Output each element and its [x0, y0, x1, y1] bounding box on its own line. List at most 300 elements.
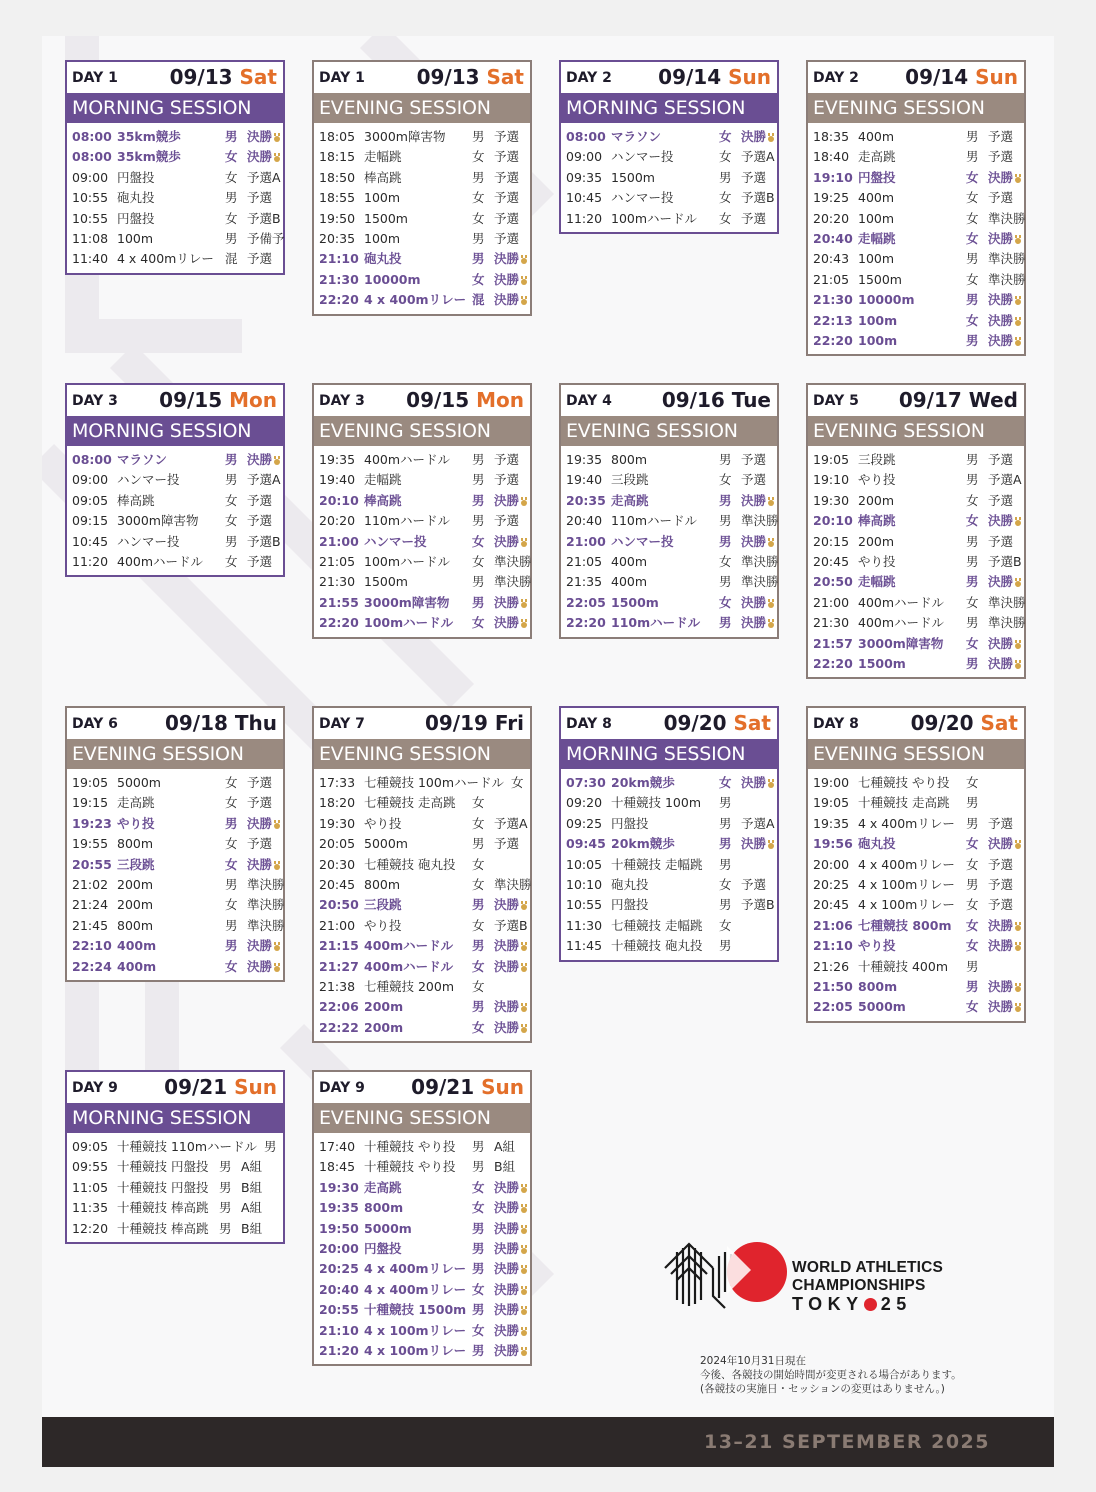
event-row — [67, 229, 283, 249]
event-row — [808, 654, 1024, 674]
event-gender: 男 — [225, 472, 238, 488]
event-time: 22:24 — [72, 958, 112, 974]
event-row — [314, 1157, 530, 1177]
event-gender: 男 — [472, 452, 485, 467]
event-gender: 女 — [225, 775, 238, 790]
round-label: 予選 — [988, 149, 1014, 165]
event-round — [741, 127, 775, 147]
footer-bar — [42, 1417, 1054, 1467]
round-label: 決勝 — [247, 815, 273, 831]
event-gender: 女 — [472, 615, 485, 631]
event-name: 400mハードル — [364, 958, 454, 974]
event-name: 十種競技 走高跳 — [858, 795, 950, 811]
event-gender: 男 — [225, 190, 238, 206]
event-gender: 女 — [966, 230, 979, 246]
event-gender: 女 — [225, 795, 238, 811]
event-row — [314, 814, 530, 834]
event-round — [247, 957, 281, 977]
event-round — [241, 1178, 262, 1198]
session-title: MORNING SESSION — [67, 93, 283, 123]
event-row — [808, 127, 1024, 147]
date-label — [662, 387, 771, 413]
round-label: 決勝 — [494, 1261, 520, 1277]
event-row — [314, 1259, 530, 1279]
event-name: 七種競技 走高跳 — [364, 795, 456, 811]
round-label: B組 — [241, 1220, 263, 1236]
event-name: 400mハードル — [364, 938, 454, 954]
medal-icon — [520, 599, 528, 608]
date-number: 09/15 — [406, 388, 470, 412]
event-time: 11:20 — [72, 553, 109, 569]
round-label: 予選 — [988, 856, 1014, 872]
event-name: 十種競技 100m — [611, 795, 702, 811]
event-time: 21:15 — [319, 938, 359, 954]
event-time: 20:45 — [813, 897, 850, 913]
event-name: 400m — [611, 574, 648, 590]
medal-icon — [1014, 983, 1022, 992]
medal-icon — [273, 942, 281, 951]
event-gender: 女 — [472, 917, 485, 933]
event-list — [561, 769, 777, 960]
round-label: 決勝 — [988, 978, 1014, 994]
event-gender: 男 — [472, 513, 485, 529]
event-row — [314, 1198, 530, 1218]
day-of-week: Sat — [733, 711, 771, 735]
event-name: 七種競技 100mハードル — [364, 775, 505, 790]
event-time: 08:00 — [566, 129, 606, 144]
event-time: 07:30 — [566, 775, 606, 790]
event-gender: 女 — [719, 472, 732, 488]
event-name: やり投 — [858, 472, 896, 488]
event-name: 十種競技 走幅跳 — [611, 856, 703, 872]
event-name: 200m — [117, 897, 154, 913]
round-label: 予選A — [741, 815, 775, 831]
event-row — [561, 793, 777, 813]
event-row — [808, 331, 1024, 351]
event-name: 4 x 100mリレー — [364, 1342, 467, 1358]
event-gender: 女 — [966, 492, 979, 508]
event-name: 3000m障害物 — [858, 635, 944, 651]
event-row — [67, 1137, 283, 1157]
event-gender: 女 — [966, 271, 979, 287]
event-gender: 女 — [472, 190, 485, 206]
event-time: 19:56 — [813, 836, 853, 852]
event-list — [67, 446, 283, 575]
date-label — [165, 710, 277, 736]
round-label: 準決勝 — [741, 513, 779, 529]
round-label: 決勝 — [988, 574, 1014, 590]
event-round — [988, 634, 1022, 654]
event-name: 400mハードル — [858, 594, 945, 610]
round-label: 決勝 — [494, 897, 520, 913]
event-name: 十種競技 やり投 — [364, 1159, 456, 1175]
medal-icon — [273, 820, 281, 829]
day-of-week: Fri — [494, 711, 524, 735]
event-round — [741, 814, 775, 834]
medal-icon — [273, 963, 281, 972]
event-round — [988, 311, 1022, 331]
round-label: 決勝 — [988, 999, 1014, 1015]
event-list — [808, 769, 1024, 1021]
event-gender: 女 — [719, 149, 732, 165]
round-label: 予選 — [494, 472, 520, 488]
day-of-week: Sun — [481, 1075, 524, 1099]
event-round — [247, 814, 281, 834]
date-label — [417, 64, 524, 90]
event-list — [67, 1133, 283, 1242]
event-name: やり投 — [364, 815, 402, 831]
event-name: 七種競技 砲丸投 — [364, 856, 456, 872]
event-round — [741, 470, 766, 490]
event-time: 21:20 — [319, 1342, 359, 1358]
event-round — [494, 1300, 528, 1320]
round-label: 決勝 — [247, 129, 273, 144]
event-time: 20:50 — [813, 574, 853, 590]
round-label: 決勝 — [494, 1281, 520, 1297]
day-label: DAY 9 — [319, 1080, 365, 1096]
round-label: 予選 — [741, 169, 767, 185]
event-name: 走高跳 — [117, 795, 155, 811]
event-name: 砲丸投 — [611, 876, 649, 892]
event-row — [67, 470, 283, 490]
round-label: 決勝 — [494, 1220, 520, 1236]
event-name: 10000m — [364, 271, 421, 287]
event-name: 400mハードル — [364, 452, 451, 467]
event-round — [494, 1157, 515, 1177]
event-time: 21:10 — [319, 1322, 359, 1338]
event-time: 21:05 — [566, 553, 603, 569]
medal-icon — [520, 901, 528, 910]
date-number: 09/20 — [663, 711, 727, 735]
date-label — [159, 387, 277, 413]
round-label: 予選B — [988, 553, 1022, 569]
event-gender: 女 — [472, 1322, 485, 1338]
event-list — [808, 446, 1024, 677]
round-label: 決勝 — [741, 594, 767, 610]
event-time: 20:05 — [319, 836, 356, 852]
medal-icon — [520, 1327, 528, 1336]
event-time: 10:55 — [72, 190, 109, 206]
event-row — [808, 491, 1024, 511]
event-gender: 女 — [719, 876, 732, 892]
event-row — [561, 511, 777, 531]
event-name: 十種競技 円盤投 — [117, 1179, 209, 1195]
event-name: 400m — [858, 129, 895, 144]
event-name: 1500m — [858, 271, 902, 287]
medal-icon — [767, 497, 775, 506]
event-time: 19:30 — [813, 492, 850, 508]
medal-icon — [1014, 942, 1022, 951]
event-round — [988, 532, 1013, 552]
round-label: 準決勝 — [988, 594, 1026, 610]
event-row — [808, 957, 1024, 977]
event-time: 09:00 — [566, 149, 603, 165]
event-row — [314, 613, 530, 633]
event-row — [67, 936, 283, 956]
event-name: 円盤投 — [117, 169, 155, 185]
medal-icon — [1014, 235, 1022, 244]
event-row — [314, 1239, 530, 1259]
round-label: 予選 — [988, 876, 1014, 892]
event-name: 800m — [117, 836, 154, 852]
event-round — [247, 147, 281, 167]
event-row — [314, 491, 530, 511]
note-line: 2024年10月31日現在 — [700, 1355, 806, 1367]
event-time: 21:35 — [566, 574, 603, 590]
session-card — [312, 60, 532, 316]
event-gender: 混 — [225, 251, 238, 267]
event-round — [247, 532, 281, 552]
event-round — [988, 552, 1022, 572]
event-gender: 女 — [472, 876, 485, 892]
round-label: 決勝 — [988, 635, 1014, 651]
event-round — [988, 977, 1022, 997]
event-time: 09:00 — [72, 472, 109, 488]
event-round — [494, 834, 519, 854]
medal-icon — [520, 942, 528, 951]
event-name: 走高跳 — [858, 149, 896, 165]
event-row — [314, 895, 530, 915]
event-time: 08:00 — [72, 149, 112, 165]
round-label: 予選 — [494, 169, 520, 185]
event-round — [247, 875, 285, 895]
event-row — [314, 977, 530, 997]
session-title: EVENING SESSION — [314, 416, 530, 446]
event-time: 21:05 — [813, 271, 850, 287]
event-name: 4 x 100mリレー — [858, 876, 955, 892]
medal-icon — [1014, 337, 1022, 346]
event-gender: 女 — [472, 1019, 485, 1035]
round-label: 予選 — [247, 795, 273, 811]
event-gender: 女 — [966, 190, 979, 206]
medal-icon — [767, 538, 775, 547]
event-row — [314, 209, 530, 229]
event-row — [67, 552, 283, 572]
event-row — [67, 814, 283, 834]
event-name: 5000m — [364, 836, 408, 852]
event-name: 20km競歩 — [611, 775, 675, 790]
event-name: 十種競技 400m — [858, 958, 949, 974]
event-round — [741, 188, 775, 208]
event-round — [988, 613, 1026, 633]
session-title: EVENING SESSION — [561, 416, 777, 446]
event-name: やり投 — [858, 938, 896, 954]
medal-icon — [520, 296, 528, 305]
event-name: 5000m — [117, 775, 161, 790]
event-row — [314, 470, 530, 490]
event-time: 19:05 — [813, 795, 850, 811]
event-time: 20:25 — [319, 1261, 359, 1277]
round-label: 予選 — [741, 452, 767, 467]
event-gender: 女 — [719, 190, 732, 206]
round-label: 決勝 — [988, 836, 1014, 852]
round-label: 予選A — [247, 169, 281, 185]
session-title: MORNING SESSION — [561, 93, 777, 123]
card-header — [561, 62, 777, 93]
event-round — [988, 249, 1026, 269]
event-name: 1500m — [611, 594, 659, 610]
event-gender: 男 — [966, 574, 979, 590]
event-gender: 女 — [225, 836, 238, 852]
event-row — [808, 936, 1024, 956]
round-label: 決勝 — [988, 655, 1014, 671]
event-time: 21:00 — [813, 594, 850, 610]
event-time: 10:45 — [72, 533, 109, 549]
event-name: 十種競技 110mハードル — [117, 1139, 258, 1154]
event-time: 21:55 — [319, 594, 359, 610]
event-name: 800m — [117, 917, 154, 933]
event-gender: 女 — [225, 169, 238, 185]
event-row — [67, 249, 283, 269]
event-round — [247, 450, 281, 470]
event-time: 22:20 — [566, 615, 606, 631]
event-round — [247, 511, 272, 531]
event-row — [314, 511, 530, 531]
event-gender: 男 — [264, 1139, 277, 1154]
event-name: 1500m — [364, 574, 408, 590]
event-row — [314, 1137, 530, 1157]
round-label: 決勝 — [494, 1240, 520, 1256]
event-row — [808, 450, 1024, 470]
event-round — [988, 491, 1013, 511]
event-time: 20:20 — [813, 210, 850, 226]
round-label: B組 — [494, 1159, 516, 1175]
event-round — [741, 532, 775, 552]
event-round — [494, 249, 528, 269]
round-label: 決勝 — [741, 533, 767, 549]
event-row — [314, 773, 530, 793]
event-round — [494, 511, 519, 531]
event-time: 09:20 — [566, 795, 603, 811]
session-title: EVENING SESSION — [808, 416, 1024, 446]
event-name: マラソン — [117, 452, 168, 467]
event-time: 09:05 — [72, 492, 109, 508]
event-time: 08:00 — [72, 452, 112, 467]
event-time: 09:15 — [72, 513, 109, 529]
event-time: 19:10 — [813, 169, 853, 185]
round-label: 決勝 — [741, 615, 767, 631]
day-label: DAY 1 — [319, 70, 365, 86]
round-label: A組 — [241, 1159, 263, 1175]
event-time: 10:10 — [566, 876, 603, 892]
event-name: 円盤投 — [364, 1240, 402, 1256]
session-title: MORNING SESSION — [67, 1103, 283, 1133]
event-row — [561, 895, 777, 915]
event-row — [314, 875, 530, 895]
event-round — [741, 895, 775, 915]
event-time: 20:35 — [566, 492, 606, 508]
event-time: 21:30 — [319, 574, 356, 590]
card-header — [67, 708, 283, 739]
event-gender: 男 — [225, 815, 238, 831]
event-time: 20:00 — [319, 1240, 359, 1256]
round-label: 予選B — [741, 897, 775, 913]
event-time: 20:40 — [813, 230, 853, 246]
session-title: MORNING SESSION — [561, 739, 777, 769]
date-number: 09/21 — [164, 1075, 228, 1099]
round-label: 予選 — [988, 190, 1014, 206]
event-gender: 男 — [225, 533, 238, 549]
event-row — [808, 916, 1024, 936]
event-time: 22:05 — [813, 999, 853, 1015]
session-card — [312, 706, 532, 1043]
event-row — [314, 1300, 530, 1320]
event-time: 18:45 — [319, 1159, 356, 1175]
session-title: EVENING SESSION — [67, 739, 283, 769]
round-label: 決勝 — [988, 938, 1014, 954]
event-row — [561, 209, 777, 229]
round-label: 予選B — [494, 917, 528, 933]
event-row — [67, 147, 283, 167]
medal-icon — [273, 456, 281, 465]
event-round — [988, 511, 1022, 531]
day-label: DAY 7 — [319, 716, 365, 732]
event-name: 200m — [858, 533, 895, 549]
medal-icon — [520, 1204, 528, 1213]
event-time: 21:10 — [813, 938, 853, 954]
logo-year-text: 25 — [880, 1294, 912, 1314]
event-time: 19:35 — [566, 452, 603, 467]
event-name: マラソン — [611, 129, 662, 144]
event-time: 20:00 — [813, 856, 850, 872]
event-time: 21:57 — [813, 635, 853, 651]
event-gender: 女 — [472, 958, 485, 974]
event-time: 12:20 — [72, 1220, 109, 1236]
event-gender: 男 — [719, 615, 732, 631]
event-time: 18:20 — [319, 795, 356, 811]
event-row — [67, 209, 283, 229]
day-of-week: Mon — [476, 388, 524, 412]
event-time: 10:55 — [72, 210, 109, 226]
event-name: 走高跳 — [611, 492, 649, 508]
event-time: 19:35 — [319, 452, 356, 467]
event-name: 100m — [117, 230, 154, 246]
round-label: 予選B — [741, 190, 775, 206]
round-label: 予選 — [494, 230, 520, 246]
event-name: 1500m — [611, 169, 655, 185]
event-row — [67, 834, 283, 854]
event-round — [241, 1157, 262, 1177]
medal-icon — [273, 861, 281, 870]
round-label: 予選A — [494, 815, 528, 831]
round-label: 決勝 — [494, 594, 520, 610]
event-name: やり投 — [364, 917, 402, 933]
round-label: 決勝 — [494, 615, 520, 631]
event-gender: 女 — [966, 594, 979, 610]
event-time: 20:20 — [319, 513, 356, 529]
event-time: 17:40 — [319, 1139, 356, 1154]
event-row — [67, 532, 283, 552]
event-round — [494, 1219, 528, 1239]
event-round — [741, 450, 766, 470]
event-round — [988, 997, 1022, 1017]
round-label: 予選 — [247, 190, 273, 206]
event-name: やり投 — [117, 815, 155, 831]
event-gender: 男 — [966, 553, 979, 569]
event-gender: 男 — [719, 492, 732, 508]
event-gender: 女 — [472, 815, 485, 831]
event-time: 20:40 — [566, 513, 603, 529]
event-name: 円盤投 — [611, 897, 649, 913]
medal-icon — [1014, 1003, 1022, 1012]
round-label: 予選 — [741, 210, 767, 226]
event-gender: 男 — [719, 574, 732, 590]
event-row — [808, 249, 1024, 269]
event-time: 09:25 — [566, 815, 603, 831]
event-gender: 女 — [472, 553, 485, 569]
event-name: 400mハードル — [858, 615, 945, 631]
event-row — [561, 147, 777, 167]
